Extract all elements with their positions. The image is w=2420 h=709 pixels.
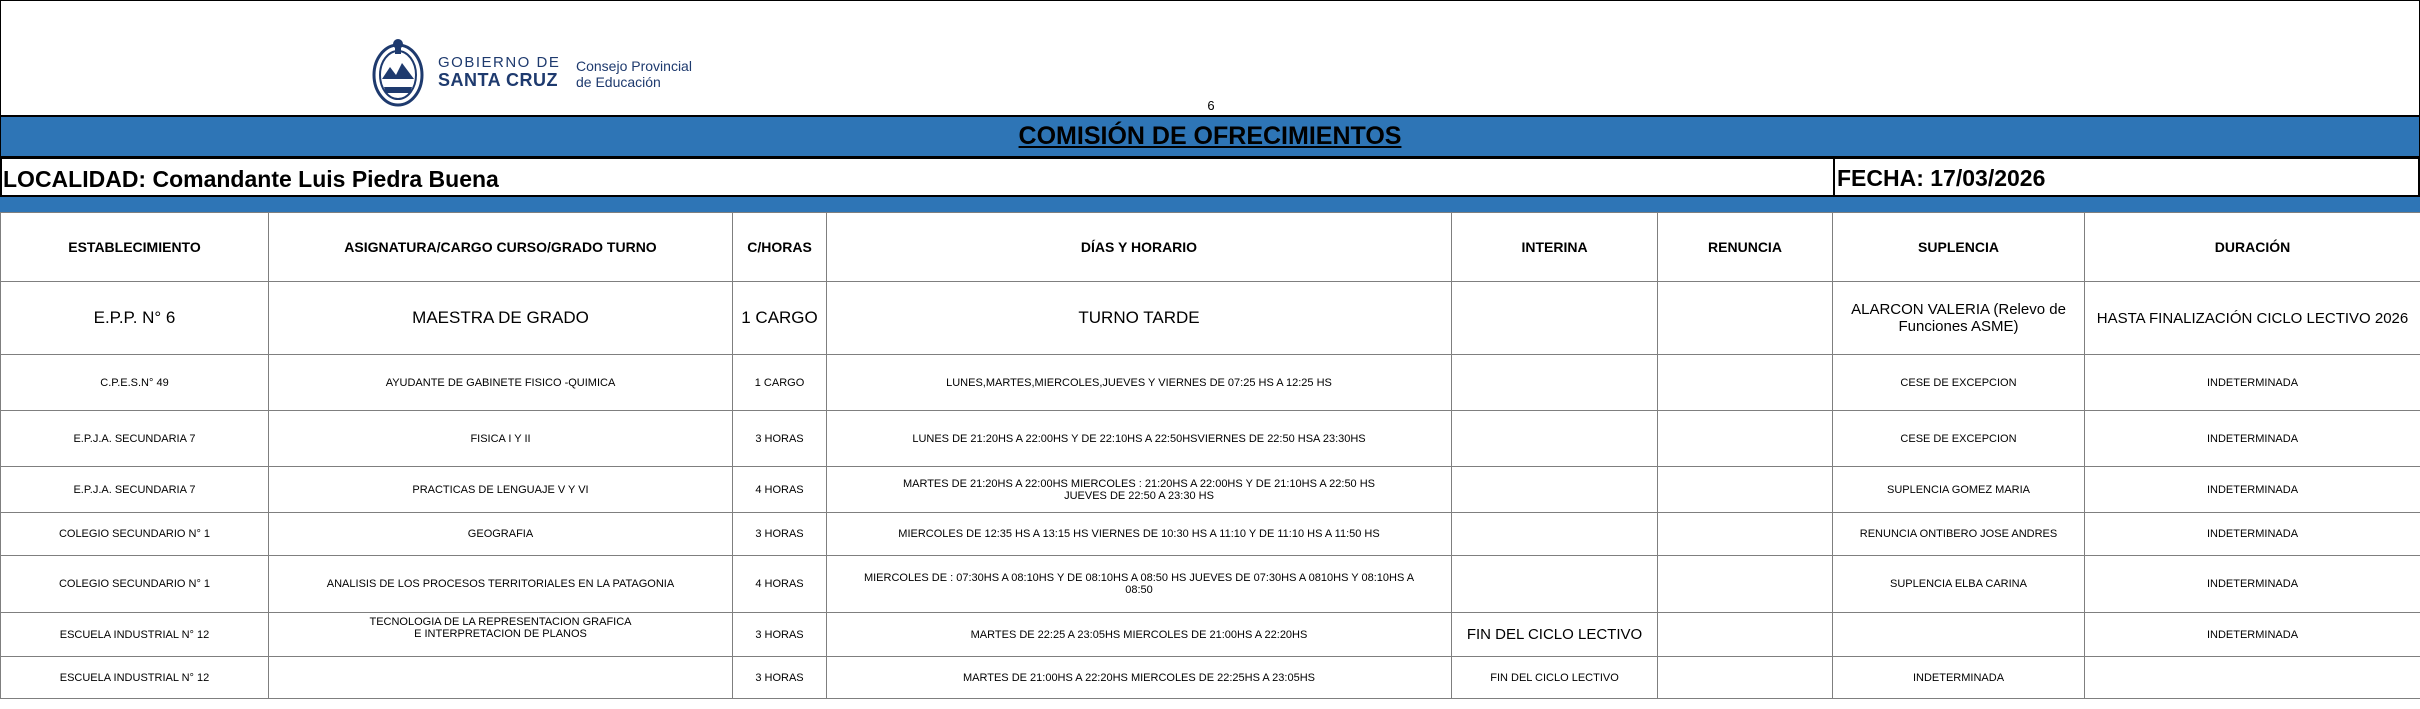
table-row <box>1 467 2420 513</box>
cell-dias: MARTES DE 21:00HS A 22:20HS MIERCOLES DE 22:25HS A 23:05HS <box>827 657 1452 699</box>
cell-suplencia: SUPLENCIA GOMEZ MARIA <box>1833 467 2085 513</box>
offers-table <box>0 212 2420 699</box>
date-cell <box>1833 159 2420 195</box>
separator-band <box>0 197 2420 212</box>
cell-establecimiento: COLEGIO SECUNDARIO N° 1 <box>1 513 269 556</box>
cell-interina: FIN DEL CICLO LECTIVO <box>1452 613 1658 657</box>
col-header-horas: C/HORAS <box>733 213 827 282</box>
page-title: COMISIÓN DE OFRECIMIENTOS <box>1018 122 1402 150</box>
cell-renuncia <box>1658 467 1833 513</box>
cell-renuncia <box>1658 613 1833 657</box>
cell-renuncia <box>1658 657 1833 699</box>
cell-duracion: HASTA FINALIZACIÓN CICLO LECTIVO 2026 <box>2085 282 2420 355</box>
cell-renuncia <box>1658 556 1833 613</box>
locality-label: LOCALIDAD: Comandante Luis Piedra Buena <box>3 166 499 192</box>
cell-interina <box>1452 411 1658 467</box>
cell-duracion: INDETERMINADA <box>2085 411 2420 467</box>
cell-duracion: INDETERMINADA <box>2085 613 2420 657</box>
cell-duracion: INDETERMINADA <box>2085 355 2420 411</box>
col-header-dias: DÍAS Y HORARIO <box>827 213 1452 282</box>
cell-asignatura: ANALISIS DE LOS PROCESOS TERRITORIALES EN LA PATAGONIA <box>269 556 733 613</box>
date-label: FECHA: 17/03/2026 <box>1837 165 2046 191</box>
cell-duracion: INDETERMINADA <box>2085 467 2420 513</box>
table-row <box>1 513 2420 556</box>
col-header-asignatura: ASIGNATURA/CARGO CURSO/GRADO TURNO <box>269 213 733 282</box>
col-header-renuncia: RENUNCIA <box>1658 213 1833 282</box>
cell-interina <box>1452 513 1658 556</box>
cell-asignatura <box>269 657 733 699</box>
cell-interina <box>1452 282 1658 355</box>
cell-suplencia: SUPLENCIA ELBA CARINA <box>1833 556 2085 613</box>
cell-interina <box>1452 467 1658 513</box>
cell-asignatura: FISICA I Y II <box>269 411 733 467</box>
header-logo-band <box>0 0 2420 116</box>
cell-establecimiento: ESCUELA INDUSTRIAL N° 12 <box>1 657 269 699</box>
cell-suplencia: INDETERMINADA <box>1833 657 2085 699</box>
cell-interina <box>1452 355 1658 411</box>
table-header-row <box>1 213 2420 282</box>
cell-suplencia <box>1833 613 2085 657</box>
cell-establecimiento: E.P.J.A. SECUNDARIA 7 <box>1 411 269 467</box>
cell-horas: 3 HORAS <box>733 513 827 556</box>
cell-asignatura: AYUDANTE DE GABINETE FISICO -QUIMICA <box>269 355 733 411</box>
table-row <box>1 282 2420 355</box>
cell-dias: TURNO TARDE <box>827 282 1452 355</box>
gov-line1: GOBIERNO DE <box>438 54 561 71</box>
table-row <box>1 355 2420 411</box>
cell-suplencia: CESE DE EXCEPCION <box>1833 411 2085 467</box>
cell-horas: 4 HORAS <box>733 556 827 613</box>
cell-duracion: INDETERMINADA <box>2085 556 2420 613</box>
council-line2: de Educación <box>576 74 661 90</box>
cell-duracion: INDETERMINADA <box>2085 513 2420 556</box>
title-bar <box>0 116 2420 157</box>
cell-dias: LUNES DE 21:20HS A 22:00HS Y DE 22:10HS A 22:50HSVIERNES DE 22:50 HSA 23:30HS <box>827 411 1452 467</box>
cell-asignatura: TECNOLOGIA DE LA REPRESENTACION GRAFICA E INTERPRETACION DE PLANOS <box>269 613 733 657</box>
col-header-duracion: DURACIÓN <box>2085 213 2420 282</box>
cell-interina <box>1452 556 1658 613</box>
cell-dias: MIERCOLES DE : 07:30HS A 08:10HS Y DE 08:10HS A 08:50 HS JUEVES DE 07:30HS A 0810HS Y 08:10HS A 08:50 <box>827 556 1452 613</box>
cell-dias: LUNES,MARTES,MIERCOLES,JUEVES Y VIERNES DE 07:25 HS A 12:25 HS <box>827 355 1452 411</box>
gov-line2: SANTA CRUZ <box>438 69 558 90</box>
cell-establecimiento: COLEGIO SECUNDARIO N° 1 <box>1 556 269 613</box>
col-header-establecimiento: ESTABLECIMIENTO <box>1 213 269 282</box>
table-row <box>1 613 2420 657</box>
cell-renuncia <box>1658 513 1833 556</box>
cell-suplencia: CESE DE EXCEPCION <box>1833 355 2085 411</box>
table-row <box>1 657 2420 699</box>
cell-interina: FIN DEL CICLO LECTIVO <box>1452 657 1658 699</box>
government-logo-text <box>438 55 560 90</box>
page-number: 6 <box>1207 98 1215 113</box>
cell-dias: MIERCOLES DE 12:35 HS A 13:15 HS VIERNES DE 10:30 HS A 11:10 Y DE 11:10 HS A 11:50 HS <box>827 513 1452 556</box>
cell-duracion <box>2085 657 2420 699</box>
cell-establecimiento: C.P.E.S.N° 49 <box>1 355 269 411</box>
cell-renuncia <box>1658 411 1833 467</box>
cell-renuncia <box>1658 355 1833 411</box>
cell-horas: 1 CARGO <box>733 355 827 411</box>
cell-asignatura: PRACTICAS DE LENGUAJE V Y VI <box>269 467 733 513</box>
cell-suplencia: RENUNCIA ONTIBERO JOSE ANDRES <box>1833 513 2085 556</box>
cell-horas: 1 CARGO <box>733 282 827 355</box>
cell-establecimiento: ESCUELA INDUSTRIAL N° 12 <box>1 613 269 657</box>
cell-asignatura: GEOGRAFIA <box>269 513 733 556</box>
province-crest-icon <box>372 37 424 107</box>
cell-establecimiento: E.P.J.A. SECUNDARIA 7 <box>1 467 269 513</box>
cell-dias: MARTES DE 22:25 A 23:05HS MIERCOLES DE 21:00HS A 22:20HS <box>827 613 1452 657</box>
cell-horas: 3 HORAS <box>733 657 827 699</box>
locality-row <box>0 157 2420 197</box>
cell-establecimiento: E.P.P. N° 6 <box>1 282 269 355</box>
cell-suplencia: ALARCON VALERIA (Relevo de Funciones ASME) <box>1833 282 2085 355</box>
council-line1: Consejo Provincial <box>576 58 692 74</box>
table-row <box>1 411 2420 467</box>
cell-horas: 3 HORAS <box>733 411 827 467</box>
cell-horas: 3 HORAS <box>733 613 827 657</box>
cell-renuncia <box>1658 282 1833 355</box>
col-header-interina: INTERINA <box>1452 213 1658 282</box>
cell-asignatura: MAESTRA DE GRADO <box>269 282 733 355</box>
cell-horas: 4 HORAS <box>733 467 827 513</box>
council-logo-text <box>576 58 692 90</box>
col-header-suplencia: SUPLENCIA <box>1833 213 2085 282</box>
cell-dias: MARTES DE 21:20HS A 22:00HS MIERCOLES : 21:20HS A 22:00HS Y DE 21:10HS A 22:50 HS JUEVES DE 22:50 A 23:30 HS <box>827 467 1452 513</box>
table-row <box>1 556 2420 613</box>
